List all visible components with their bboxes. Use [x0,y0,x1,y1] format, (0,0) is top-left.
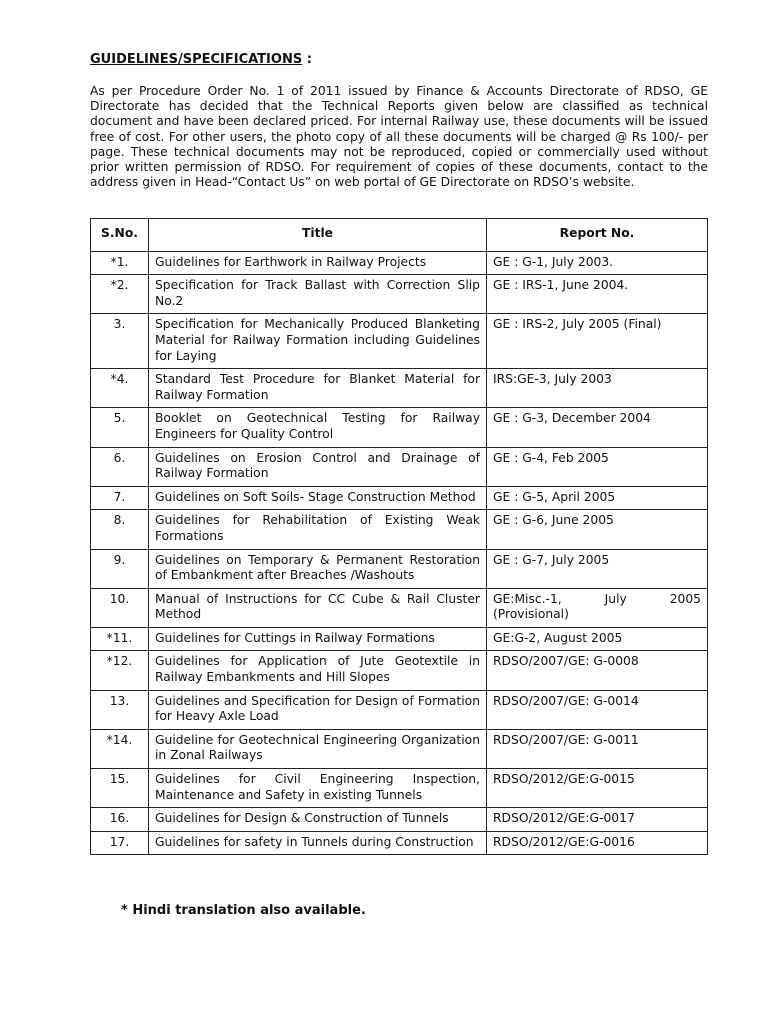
row-report-no: GE : G-1, July 2003. [487,251,708,275]
heading-text: GUIDELINES/SPECIFICATIONS [90,52,303,67]
row-sno: 16. [91,808,149,832]
row-report-no: RDSO/2007/GE: G-0014 [487,690,708,729]
row-title: Guidelines and Specification for Design of Formation for Heavy Axle Load [149,690,487,729]
row-title: Guidelines on Temporary & Permanent Restoration of Embankment after Breaches /Washouts [149,549,487,588]
table-row [91,808,708,832]
row-title: Guideline for Geotechnical Engineering Organization in Zonal Railways [149,729,487,768]
row-title: Guidelines on Erosion Control and Drainage of Railway Formation [149,447,487,486]
row-sno: 15. [91,769,149,808]
row-sno: 3. [91,314,149,369]
row-title: Specification for Track Ballast with Correction Slip No.2 [149,275,487,314]
row-title: Guidelines for Application of Jute Geotextile in Railway Embankments and Hill Slopes [149,651,487,690]
row-report-no: GE : IRS-1, June 2004. [487,275,708,314]
row-title: Guidelines for Earthwork in Railway Projects [149,251,487,275]
table-row [91,369,708,408]
reports-table [90,218,708,855]
row-title: Manual of Instructions for CC Cube & Rail Cluster Method [149,588,487,627]
row-title: Specification for Mechanically Produced Blanketing Material for Railway Formation including Guidelines for Laying [149,314,487,369]
table-row [91,275,708,314]
row-report-no: RDSO/2007/GE: G-0008 [487,651,708,690]
row-title: Standard Test Procedure for Blanket Material for Railway Formation [149,369,487,408]
table-row [91,588,708,627]
table-row [91,769,708,808]
table-row [91,447,708,486]
table-row [91,690,708,729]
heading-suffix: : [302,52,312,67]
table-row [91,486,708,510]
row-title: Booklet on Geotechnical Testing for Railway Engineers for Quality Control [149,408,487,447]
row-sno: *2. [91,275,149,314]
row-sno: 9. [91,549,149,588]
row-report-no: RDSO/2012/GE:G-0016 [487,831,708,855]
row-report-no: GE : IRS-2, July 2005 (Final) [487,314,708,369]
row-title: Guidelines for safety in Tunnels during Construction [149,831,487,855]
table-row [91,251,708,275]
row-report-no: GE : G-7, July 2005 [487,549,708,588]
row-sno: *1. [91,251,149,275]
row-title: Guidelines for Cuttings in Railway Formations [149,627,487,651]
row-sno: *12. [91,651,149,690]
row-report-no: RDSO/2012/GE:G-0015 [487,769,708,808]
row-report-no: GE:Misc.-1, July 2005 (Provisional) [487,588,708,627]
row-sno: 17. [91,831,149,855]
row-sno: *14. [91,729,149,768]
row-sno: 13. [91,690,149,729]
header-sno: S.No. [91,219,149,252]
row-report-no: GE:G-2, August 2005 [487,627,708,651]
row-title: Guidelines on Soft Soils- Stage Construction Method [149,486,487,510]
hindi-translation-note: * Hindi translation also available. [121,903,366,918]
table-row [91,408,708,447]
row-title: Guidelines for Civil Engineering Inspection, Maintenance and Safety in existing Tunnels [149,769,487,808]
row-sno: 5. [91,408,149,447]
intro-paragraph: As per Procedure Order No. 1 of 2011 issued by Finance & Accounts Directorate of RDSO, GE Directorate has decided that the Technical Reports given below are classified as technical document and have been declared priced. For internal Railway use, these documents will be issued free of cost. For other users, the photo copy of all these documents will be charged @ Rs 100/- per page. These technical documents may not be reproduced, copied or commercially used without prior written permission of RDSO. For requirement of copies of these documents, contact to the address given in Head-“Contact Us” on web portal of GE Directorate on RDSO’s website. [90,84,708,190]
row-report-no: RDSO/2007/GE: G-0011 [487,729,708,768]
row-report-no: GE : G-6, June 2005 [487,510,708,549]
table-row [91,510,708,549]
header-title: Title [149,219,487,252]
row-sno: 10. [91,588,149,627]
row-report-no: IRS:GE-3, July 2003 [487,369,708,408]
row-report-no: GE : G-5, April 2005 [487,486,708,510]
row-report-no: RDSO/2012/GE:G-0017 [487,808,708,832]
page-heading [90,52,312,67]
table-row [91,549,708,588]
row-report-no: GE : G-3, December 2004 [487,408,708,447]
table-header-row [91,219,708,252]
table-row [91,729,708,768]
table-row [91,831,708,855]
row-sno: *4. [91,369,149,408]
row-sno: 6. [91,447,149,486]
row-sno: 8. [91,510,149,549]
row-title: Guidelines for Rehabilitation of Existing Weak Formations [149,510,487,549]
row-title: Guidelines for Design & Construction of Tunnels [149,808,487,832]
row-sno: *11. [91,627,149,651]
header-report-no: Report No. [487,219,708,252]
row-report-no: GE : G-4, Feb 2005 [487,447,708,486]
table-row [91,651,708,690]
row-sno: 7. [91,486,149,510]
table-row [91,627,708,651]
table-row [91,314,708,369]
